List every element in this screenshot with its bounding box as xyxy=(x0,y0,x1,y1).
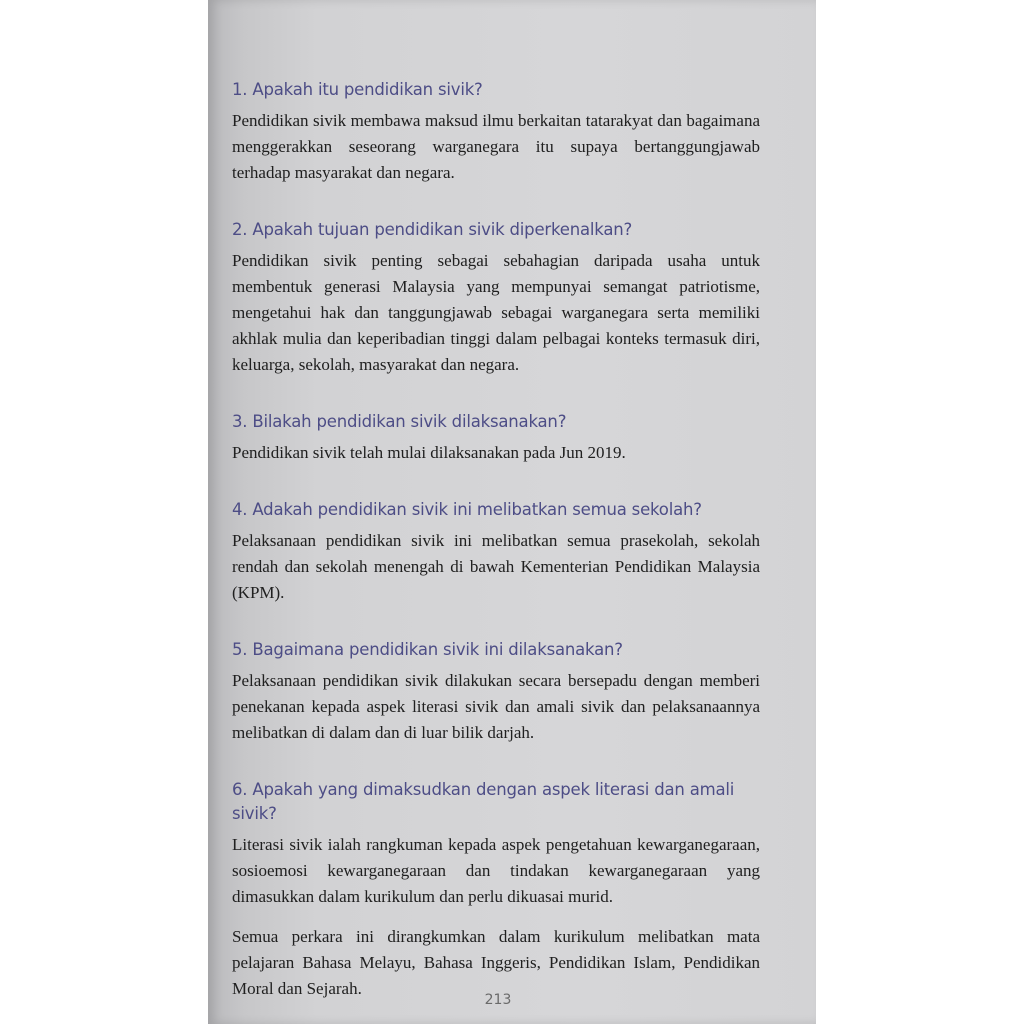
question-heading: 3. Bilakah pendidikan sivik dilaksanakan? xyxy=(232,412,567,431)
question-heading: 6. Apakah yang dimaksudkan dengan aspek literasi dan amali sivik? xyxy=(232,780,735,823)
answer-paragraph: Literasi sivik ialah rangkuman kepada aspek pengetahuan kewarganegaraan, sosioemosi kewarganegaraan dan tindakan kewarganegaraan yang dimasukkan dalam kurikulum dan perlu dikuasai murid. xyxy=(232,835,760,906)
page-number: 213 xyxy=(484,992,512,1008)
qa-item-2 xyxy=(232,218,760,378)
qa-item-3 xyxy=(232,410,760,466)
page-content xyxy=(232,78,760,1002)
qa-item-5 xyxy=(232,638,760,746)
question-heading: 4. Adakah pendidikan sivik ini melibatkan semua sekolah? xyxy=(232,500,702,519)
qa-item-1 xyxy=(232,78,760,186)
answer-paragraph: Pendidikan sivik membawa maksud ilmu berkaitan tatarakyat dan bagaimana menggerakkan seseorang warganegara itu supaya bertanggungjawab terhadap masyarakat dan negara. xyxy=(232,111,760,182)
answer-paragraph: Pelaksanaan pendidikan sivik ini melibatkan semua prasekolah, sekolah rendah dan sekolah menengah di bawah Kementerian Pendidikan Malaysia (KPM). xyxy=(232,531,760,602)
question-heading: 2. Apakah tujuan pendidikan sivik diperkenalkan? xyxy=(232,220,633,239)
answer-paragraph: Pelaksanaan pendidikan sivik dilakukan secara bersepadu dengan memberi penekanan kepada aspek literasi sivik dan amali sivik dan pelaksanaannya melibatkan di dalam dan di luar bilik darjah. xyxy=(232,671,760,742)
question-heading: 1. Apakah itu pendidikan sivik? xyxy=(232,80,483,99)
qa-item-4 xyxy=(232,498,760,606)
answer-paragraph: Pendidikan sivik telah mulai dilaksanakan pada Jun 2019. xyxy=(232,443,626,462)
qa-item-6 xyxy=(232,778,760,1002)
answer-paragraph: Pendidikan sivik penting sebagai sebahagian daripada usaha untuk membentuk generasi Malaysia yang mempunyai semangat patriotisme, mengetahui hak dan tanggungjawab sebagai warganegara serta memiliki akhlak mulia dan keperibadian tinggi dalam pelbagai konteks termasuk diri, keluarga, sekolah, masyarakat dan negara. xyxy=(232,251,760,374)
answer-paragraph: Semua perkara ini dirangkumkan dalam kurikulum melibatkan mata pelajaran Bahasa Melayu, Bahasa Inggeris, Pendidikan Islam, Pendidikan Moral dan Sejarah. xyxy=(232,927,760,998)
question-heading: 5. Bagaimana pendidikan sivik ini dilaksanakan? xyxy=(232,640,623,659)
